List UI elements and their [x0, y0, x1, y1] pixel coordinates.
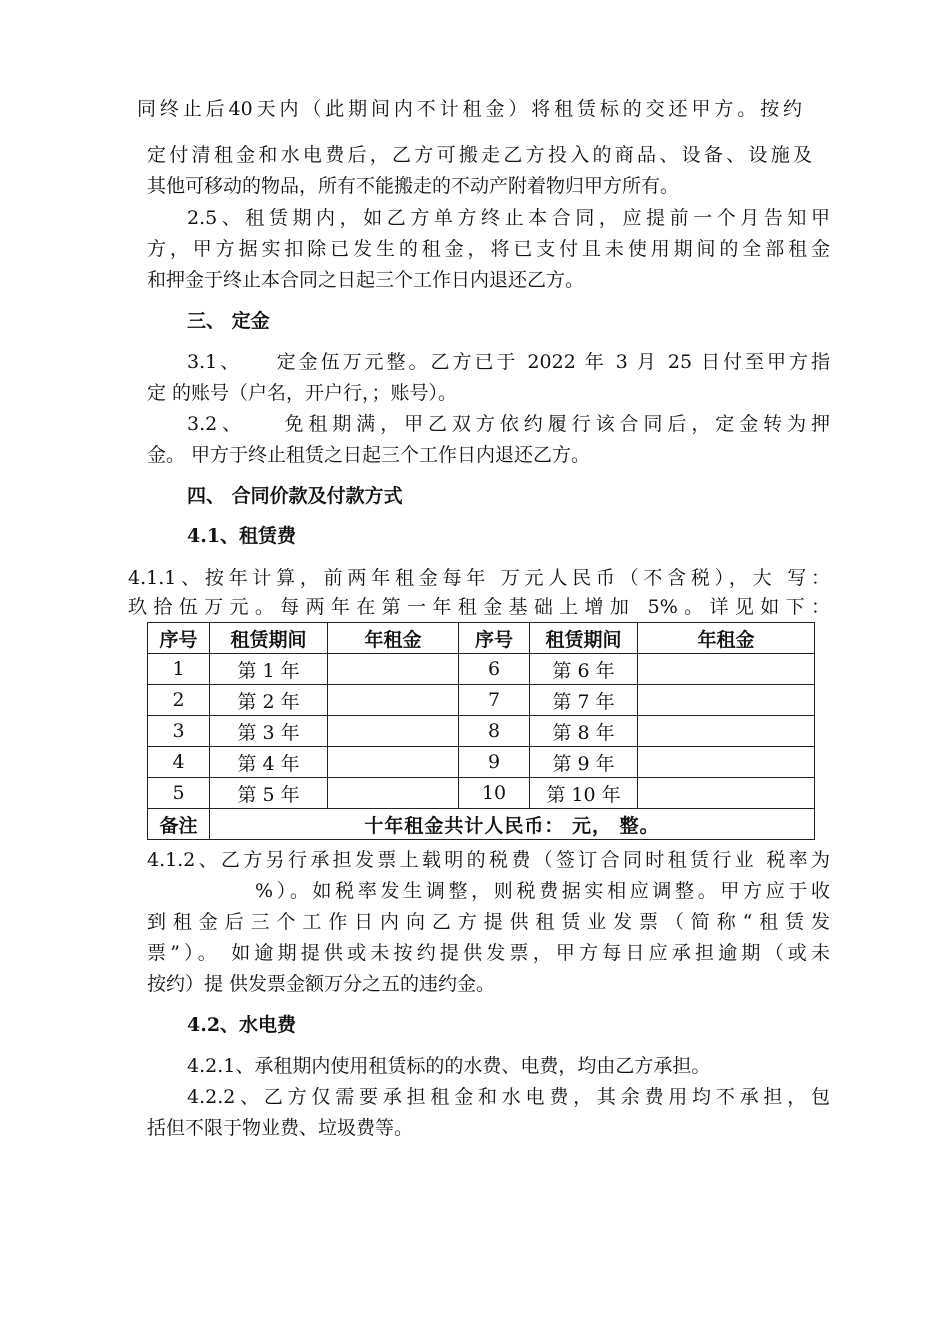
paragraph-line: 其他可移动的物品，所有不能搬走的不动产附着物归甲方所有。 — [147, 175, 680, 197]
note-text-cell: 十年租金共计人民币： 元， 整。 — [210, 809, 815, 840]
table-cell: 第 7 年 — [530, 685, 638, 716]
table-cell — [638, 778, 815, 809]
table-cell — [328, 778, 459, 809]
header-cell: 租赁期间 — [530, 623, 638, 654]
table-cell: 第 8 年 — [530, 716, 638, 747]
header-cell: 序号 — [459, 623, 530, 654]
header-cell: 租赁期间 — [210, 623, 328, 654]
clause-4-1-2-cont: 到租金后三个工作日内向乙方提供租赁业发票（简称“租赁发 — [147, 911, 830, 933]
paragraph-line: 同终止后40天内（此期间内不计租金）将租赁标的交还甲方。按约 — [137, 98, 802, 120]
clause-4-2-1: 4.2.1、承租期内使用租赁标的的水费、电费，均由乙方承担。 — [187, 1055, 711, 1077]
table-cell — [328, 716, 459, 747]
table-note-row — [148, 809, 815, 840]
table-cell: 1 — [148, 654, 210, 685]
table-cell — [638, 654, 815, 685]
clause-4-1-1: 4.1.1、按年计算，前两年租金每年 万元人民币（不含税），大 写： — [128, 567, 830, 589]
subsection-heading-utilities: 4.2、水电费 — [187, 1014, 297, 1036]
table-cell: 5 — [148, 778, 210, 809]
clause-3-2-cont: 金。 甲方于终止租赁之日起三个工作日内退还乙方。 — [147, 444, 591, 466]
table-cell — [638, 716, 815, 747]
header-cell: 年租金 — [328, 623, 459, 654]
clause-4-1-2-cont: 票”）。 如逾期提供或未按约提供发票，甲方每日应承担逾期（或未 — [147, 942, 830, 964]
table-cell: 6 — [459, 654, 530, 685]
subsection-heading-rent: 4.1、租赁费 — [187, 525, 297, 547]
section-heading-deposit: 三、 定金 — [187, 310, 270, 332]
table-cell: 3 — [148, 716, 210, 747]
table-cell: 7 — [459, 685, 530, 716]
paragraph-line: 2.5、租赁期内，如乙方单方终止本合同，应提前一个月告知甲 — [187, 207, 830, 229]
table-cell — [328, 685, 459, 716]
clause-4-1-2-cont: %）。如税率发生调整，则税费据实相应调整。甲方应于收 — [255, 880, 830, 902]
header-cell: 年租金 — [638, 623, 815, 654]
header-cell: 序号 — [148, 623, 210, 654]
table-cell: 10 — [459, 778, 530, 809]
clause-4-1-2-cont: 按约）提 供发票金额万分之五的违约金。 — [147, 973, 496, 995]
table-cell: 2 — [148, 685, 210, 716]
table-cell: 8 — [459, 716, 530, 747]
table-cell: 第 2 年 — [210, 685, 328, 716]
clause-3-2: 3.2、 免租期满，甲乙双方依约履行该合同后，定金转为押 — [187, 413, 830, 435]
table-cell — [328, 747, 459, 778]
table-cell — [638, 747, 815, 778]
table-row — [148, 778, 815, 809]
paragraph-line: 定付清租金和水电费后，乙方可搬走乙方投入的商品、设备、设施及 — [147, 144, 812, 166]
table-cell: 9 — [459, 747, 530, 778]
clause-4-1-1-cont: 玖拾伍万元。每两年在第一年租金基础上增加 5%。详见如下： — [128, 596, 830, 618]
table-header-row — [148, 623, 815, 654]
table-cell: 4 — [148, 747, 210, 778]
note-label-cell: 备注 — [148, 809, 210, 840]
clause-4-2-2-cont: 括但不限于物业费、垃圾费等。 — [147, 1117, 414, 1139]
table-cell: 第 4 年 — [210, 747, 328, 778]
section-heading-price: 四、 合同价款及付款方式 — [187, 485, 403, 507]
table-row — [148, 716, 815, 747]
table-cell: 第 10 年 — [530, 778, 638, 809]
table-cell: 第 1 年 — [210, 654, 328, 685]
clause-4-1-2: 4.1.2、乙方另行承担发票上载明的税费（签订合同时租赁行业 税率为 — [147, 849, 830, 871]
table-cell: 第 9 年 — [530, 747, 638, 778]
table-cell: 第 3 年 — [210, 716, 328, 747]
table-cell — [328, 654, 459, 685]
clause-4-2-2: 4.2.2、乙方仅需要承担租金和水电费，其余费用均不承担，包 — [187, 1086, 830, 1108]
table-row — [148, 747, 815, 778]
rent-schedule-table — [147, 622, 815, 840]
table-cell: 第 5 年 — [210, 778, 328, 809]
table-cell — [638, 685, 815, 716]
paragraph-line: 方，甲方据实扣除已发生的租金，将已支付且未使用期间的全部租金 — [147, 238, 830, 260]
table-row — [148, 654, 815, 685]
paragraph-line: 和押金于终止本合同之日起三个工作日内退还乙方。 — [147, 269, 585, 291]
table-cell: 第 6 年 — [530, 654, 638, 685]
table-row — [148, 685, 815, 716]
clause-3-1: 3.1、 定金伍万元整。乙方已于 2022 年 3 月 25 日付至甲方指 — [187, 351, 830, 373]
clause-3-1-cont: 定 的账号（户名，开户行，；账号）。 — [147, 382, 458, 404]
